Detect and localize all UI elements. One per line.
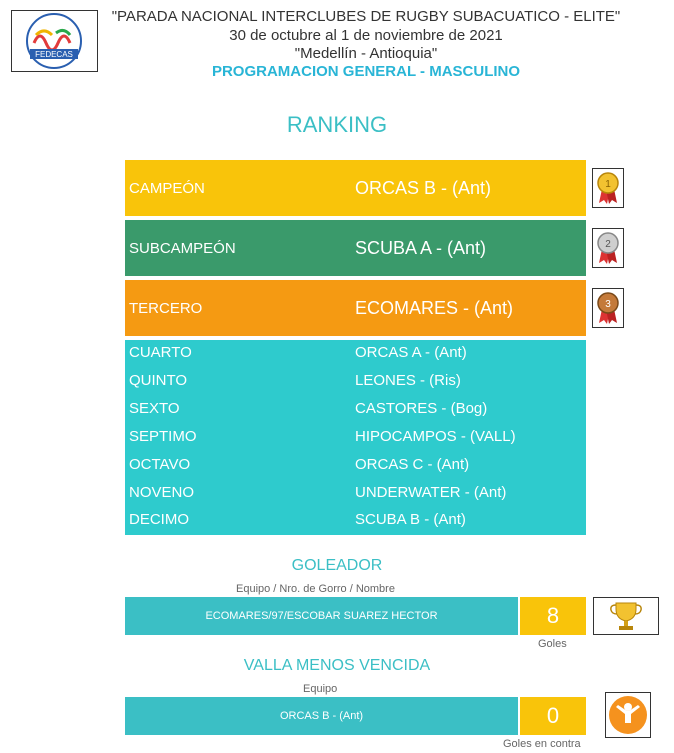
place-label: CAMPEÓN [129,179,205,197]
team-label: ORCAS A - (Ant) [355,344,467,361]
goleador-goals-label: Goles [538,638,567,650]
valla-title: VALLA MENOS VENCIDA [243,657,431,674]
ranking-row [125,480,586,508]
podium-row-second [125,220,586,276]
svg-text:FEDECAS: FEDECAS [35,50,73,59]
team-label: LEONES - (Ris) [355,372,461,389]
ranking-row [125,424,586,452]
team-label: ORCAS C - (Ant) [355,456,470,473]
place-label: OCTAVO [129,456,191,473]
place-label: DECIMO [129,511,189,528]
team-label: ECOMARES - (Ant) [355,297,514,318]
valla-goals-against-label: Goles en contra [503,738,581,750]
ranking-list [125,340,586,535]
fedecas-logo [11,10,98,72]
event-location: "Medellín - Antioquia" [294,45,438,62]
team-label: SCUBA A - (Ant) [355,237,487,258]
place-label: SUBCAMPEÓN [129,239,236,257]
team-label: HIPOCAMPOS - (VALL) [355,428,516,445]
gold-medal-icon [592,168,624,208]
silver-medal-icon [592,228,624,268]
valla-caption: Equipo [303,683,338,695]
valla-team: ORCAS B - (Ant) [125,697,518,735]
svg-text:3: 3 [605,299,611,310]
goalkeeper-icon [605,692,651,738]
goleador-player: ECOMARES/97/ESCOBAR SUAREZ HECTOR [125,597,518,635]
podium-row-third [125,280,586,336]
team-label: CASTORES - (Bog) [355,400,488,417]
place-label: SEPTIMO [129,428,197,445]
event-title: "PARADA NACIONAL INTERCLUBES DE RUGBY SUBACUATICO - ELITE" [111,8,621,25]
goleador-caption: Equipo / Nro. de Gorro / Nombre [236,583,395,595]
place-label: TERCERO [129,299,203,317]
team-label: ORCAS B - (Ant) [355,177,492,198]
bronze-medal-icon [592,288,624,328]
ranking-row [125,340,586,368]
podium-row-first [125,160,586,216]
ranking-row [125,452,586,480]
event-dates: 30 de octubre al 1 de noviembre de 2021 [229,27,503,44]
team-label: UNDERWATER - (Ant) [355,484,507,501]
place-label: QUINTO [129,372,188,389]
valla-goals-against: 0 [520,697,586,735]
ranking-row [125,396,586,424]
trophy-icon [593,597,659,635]
ranking-title: RANKING [286,112,388,137]
place-label: CUARTO [129,344,192,361]
svg-text:1: 1 [605,179,611,190]
svg-text:2: 2 [605,239,611,250]
program-subtitle: PROGRAMACION GENERAL - MASCULINO [211,63,521,80]
place-label: SEXTO [129,400,180,417]
goleador-goals: 8 [520,597,586,635]
place-label: NOVENO [129,484,195,501]
team-label: SCUBA B - (Ant) [355,511,466,528]
goleador-title: GOLEADOR [291,557,383,574]
ranking-row [125,507,586,535]
ranking-row [125,368,586,396]
